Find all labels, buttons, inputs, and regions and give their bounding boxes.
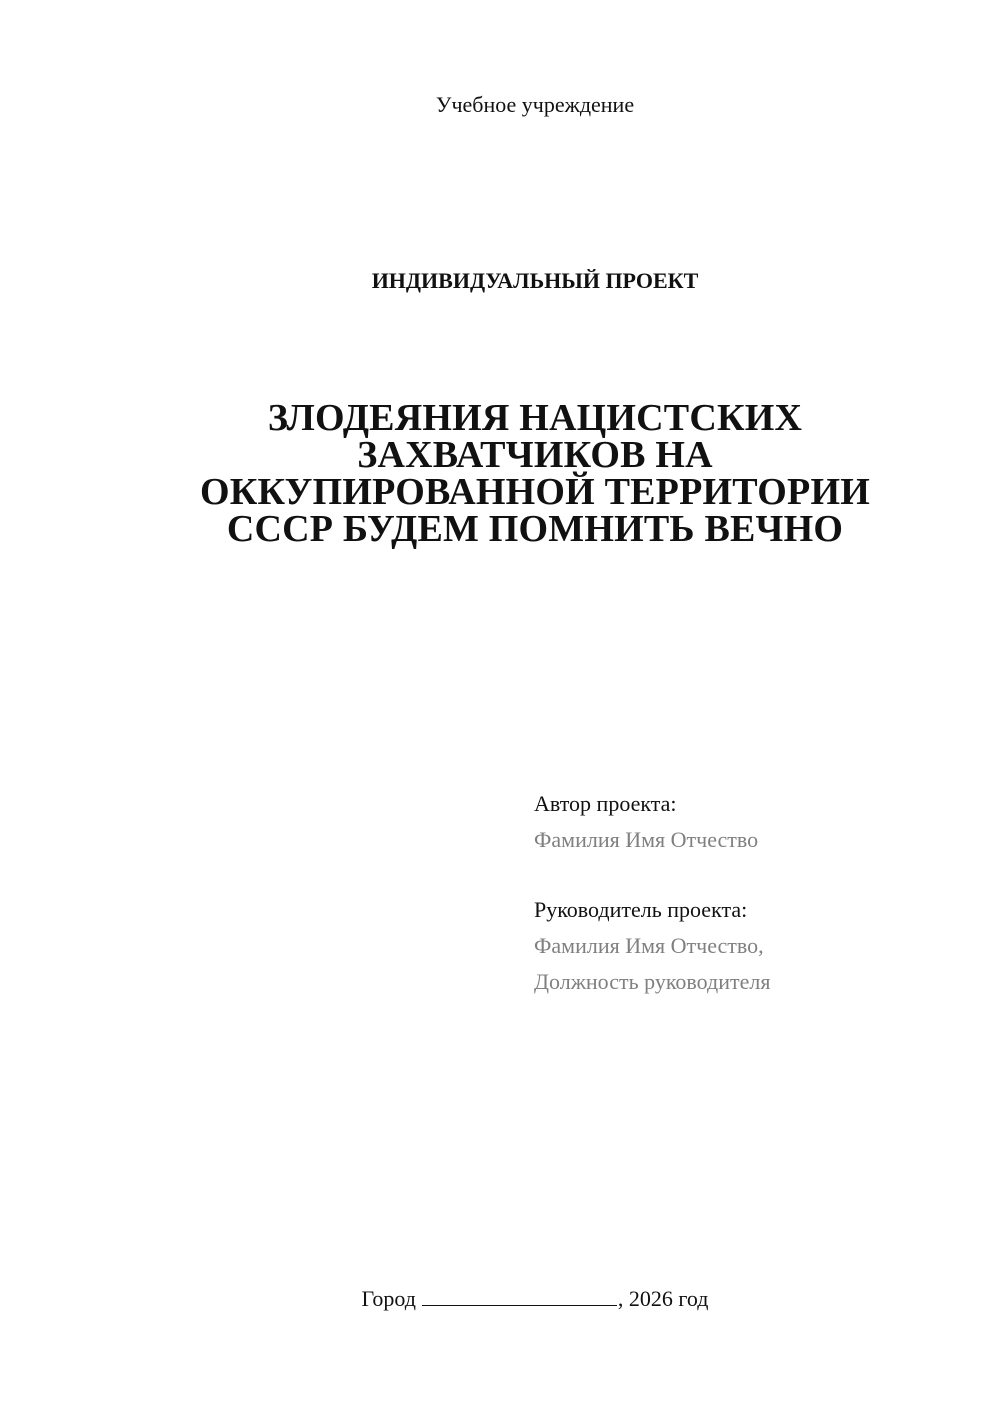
city-label: Город xyxy=(361,1286,416,1311)
author-label: Автор проекта: xyxy=(534,791,677,816)
supervisor-block xyxy=(534,892,770,1000)
supervisor-position-placeholder: Должность руководителя xyxy=(534,969,771,994)
title-line: ЗАХВАТЧИКОВ НА xyxy=(357,434,713,476)
institution-name: Учебное учреждение xyxy=(435,92,635,117)
project-type-heading: ИНДИВИДУАЛЬНЫЙ ПРОЕКТ xyxy=(371,268,699,293)
supervisor-name-placeholder: Фамилия Имя Отчество, xyxy=(534,933,764,958)
year-text: , 2026 год xyxy=(617,1286,709,1311)
author-name-placeholder: Фамилия Имя Отчество xyxy=(534,827,759,852)
supervisor-label: Руководитель проекта: xyxy=(534,897,748,922)
title-line: СССР БУДЕМ ПОМНИТЬ ВЕЧНО xyxy=(226,508,844,550)
project-title xyxy=(180,397,890,550)
city-year-footer xyxy=(0,1286,1000,1312)
title-line: ЗЛОДЕЯНИЯ НАЦИСТСКИХ xyxy=(267,397,803,439)
title-line: ОККУПИРОВАННОЙ ТЕРРИТОРИИ xyxy=(200,471,870,513)
author-block xyxy=(534,786,758,858)
city-blank-line xyxy=(422,1287,617,1306)
